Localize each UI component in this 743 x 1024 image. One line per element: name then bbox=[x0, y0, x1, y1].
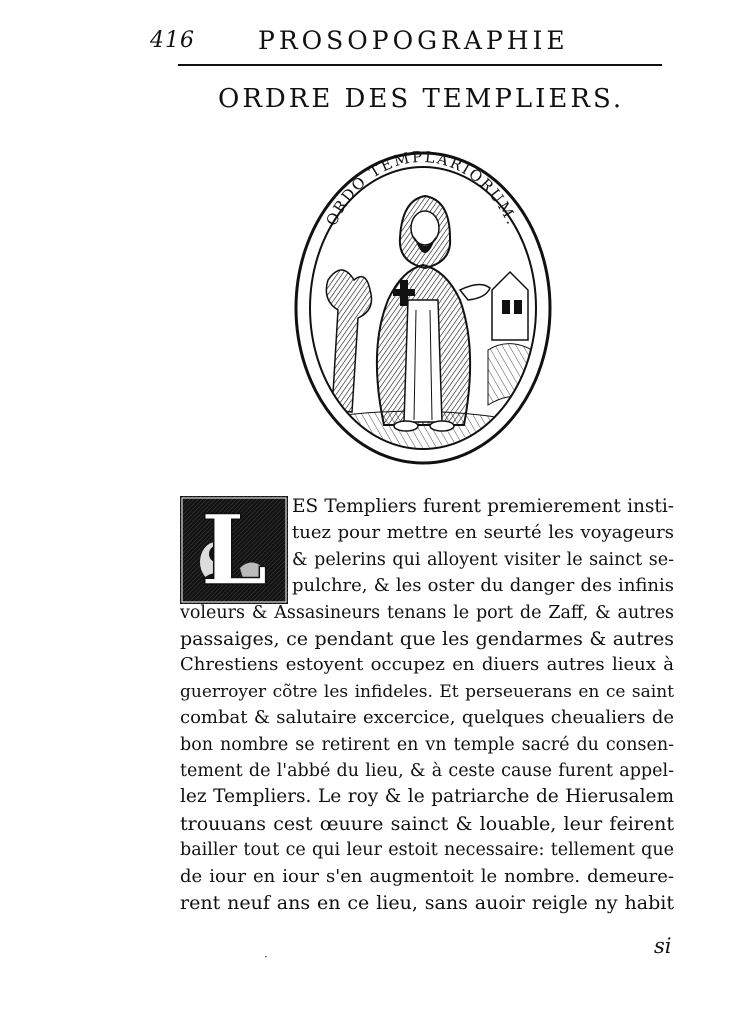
drop-cap-letter: L bbox=[200, 496, 268, 604]
medallion-inscription: ORDO TEMPLARIORUM. bbox=[322, 150, 522, 229]
running-title: PROSOPOGRAPHIE bbox=[258, 26, 569, 55]
section-title: ORDRE DES TEMPLIERS. bbox=[218, 84, 625, 114]
body-line: passaiges, ce pendant que les gendarmes & autres bbox=[180, 628, 674, 651]
body-line: trouuans cest œuure sainct & louable, leur feirent bbox=[180, 812, 674, 835]
body-line: tement de l'abbé du lieu, & à ceste cause furent appel- bbox=[180, 761, 674, 782]
body-line: combat & salutaire excercice, quelques cheualiers de bbox=[180, 707, 674, 729]
body-line: de iour en iour s'en augmentoit le nombre. demeure- bbox=[180, 865, 674, 887]
body-line: lez Templiers. Le roy & le patriarche de Hierusalem bbox=[180, 786, 674, 808]
body-text bbox=[180, 494, 674, 917]
body-line: voleurs & Assasineurs tenans le port de Zaff, & autres bbox=[180, 602, 674, 623]
stray-mark: · bbox=[264, 950, 268, 964]
body-line: ES Templiers furent premierement insti- bbox=[292, 496, 674, 517]
templar-medallion-illustration bbox=[292, 150, 554, 466]
page-number: 416 bbox=[150, 28, 195, 53]
body-line: Chrestiens estoyent occupez en diuers autres lieux à bbox=[180, 654, 674, 676]
body-line: guerroyer cõtre les infideles. Et perseuerans en ce saint bbox=[180, 681, 674, 702]
body-line: pulchre, & les oster du danger des infinis bbox=[292, 575, 674, 597]
body-line: & pelerins qui alloyent visiter le sainct se- bbox=[292, 549, 674, 570]
body-line: bailler tout ce qui leur estoit necessaire: tellement que bbox=[180, 840, 674, 861]
header-rule bbox=[178, 64, 662, 66]
catchword: si bbox=[654, 934, 672, 958]
body-line: rent neuf ans en ce lieu, sans auoir reigle ny habit bbox=[180, 892, 674, 915]
body-line: bon nombre se retirent en vn temple sacré du consen- bbox=[180, 734, 674, 755]
body-line: tuez pour mettre en seurté les voyageurs bbox=[292, 522, 674, 544]
